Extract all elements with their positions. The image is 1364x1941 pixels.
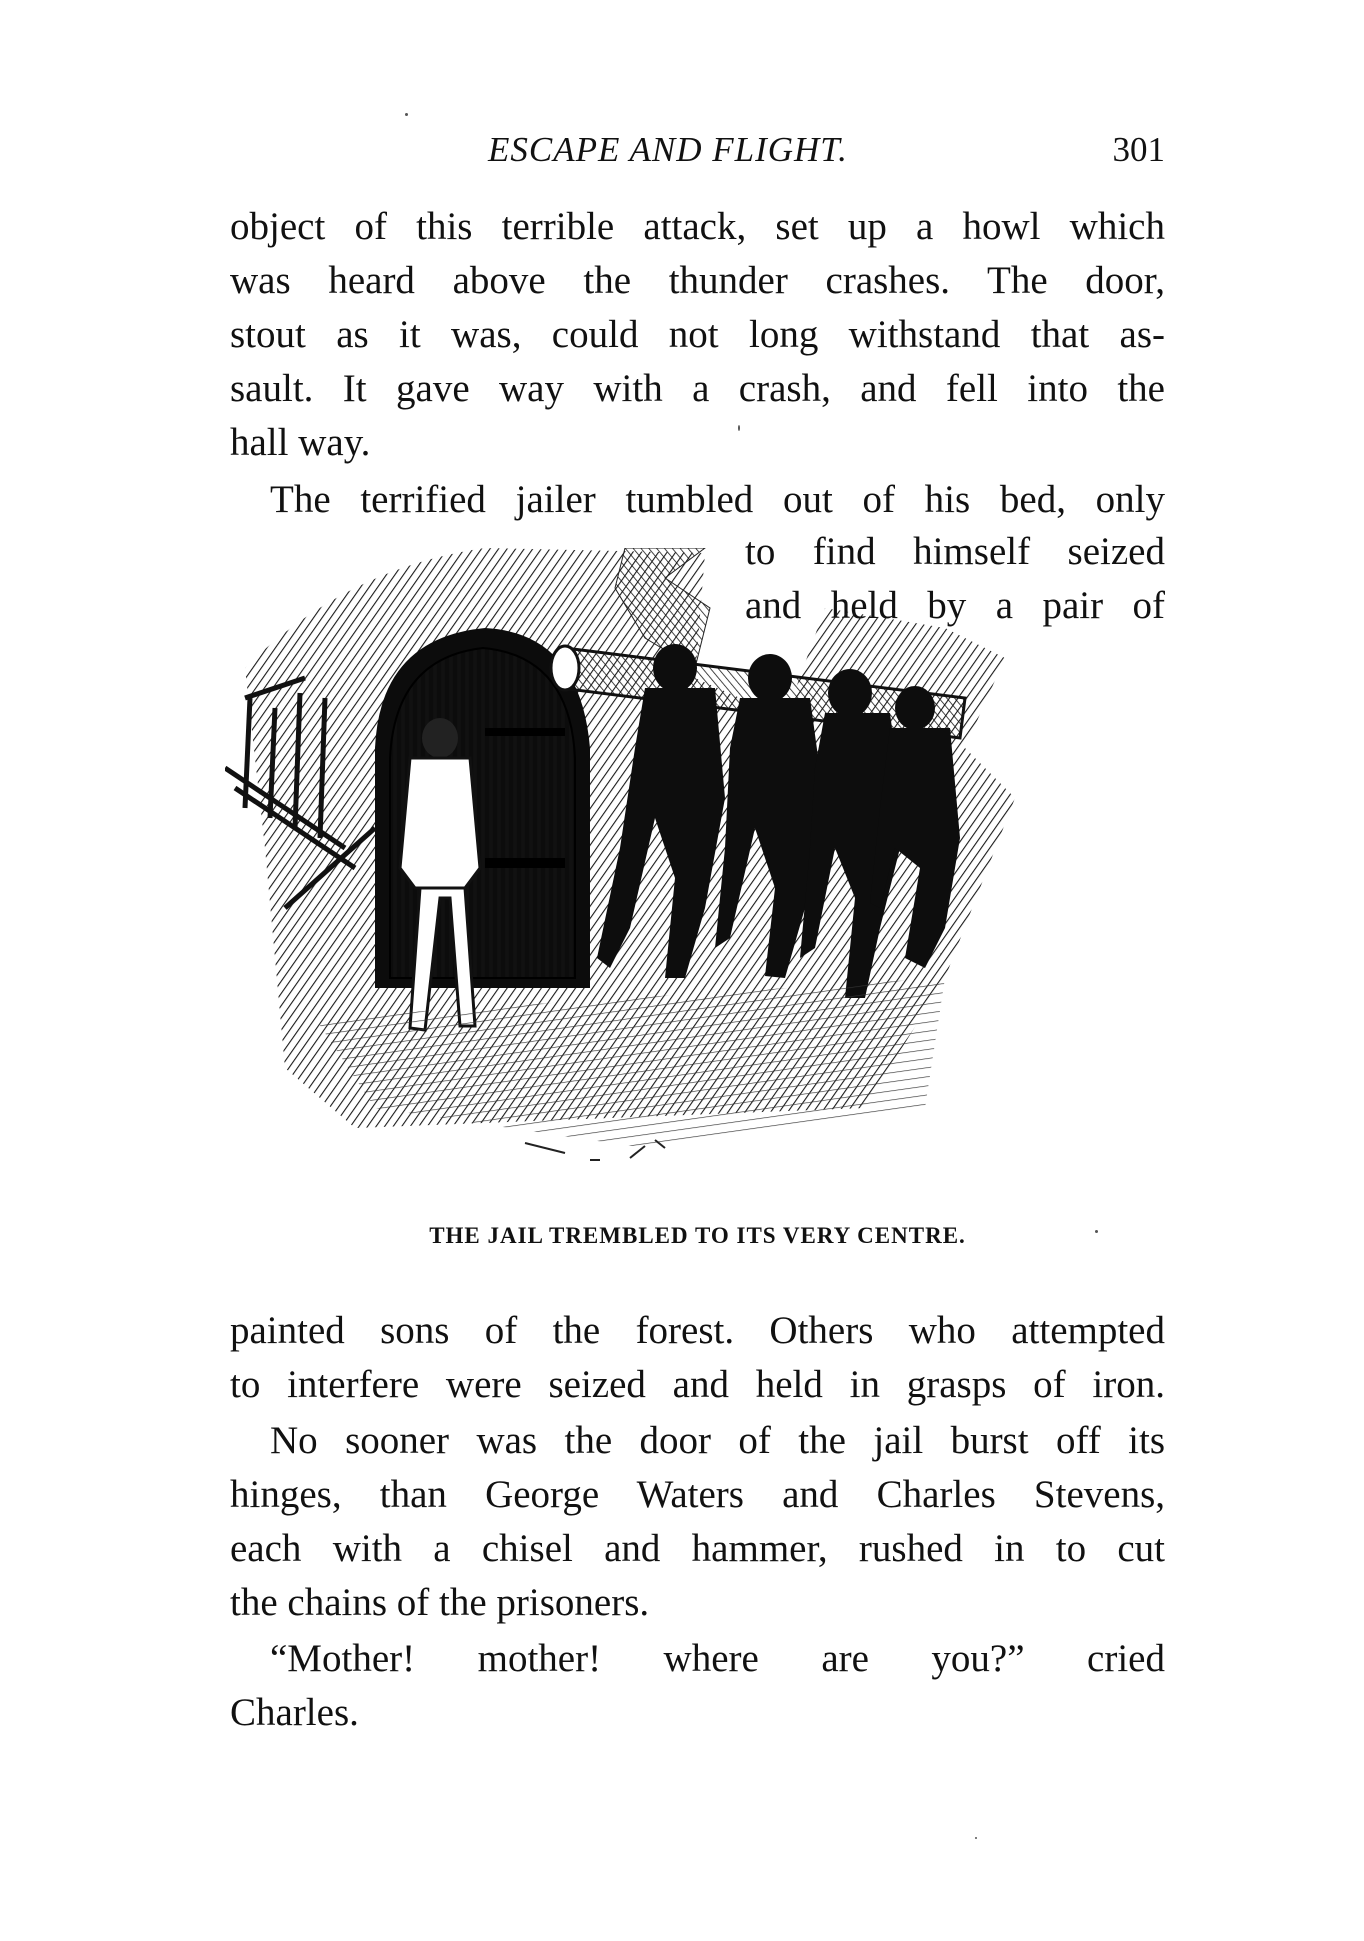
print-speck (405, 113, 408, 116)
page-number: 301 (1112, 130, 1165, 169)
jailer-head (422, 718, 458, 758)
text-line: object of this terrible attack, set up a howl which (230, 205, 1165, 248)
text-line: each with a chisel and hammer, rushed in to cut (230, 1527, 1165, 1570)
text-line: “Mother! mother! where are you?” cried (270, 1637, 1165, 1680)
text-line: hinges, than George Waters and Charles Stevens, (230, 1473, 1165, 1516)
running-head (230, 130, 1165, 180)
text-line: sault. It gave way with a crash, and fell into the (230, 367, 1165, 410)
text-line: was heard above the thunder crashes. The door, (230, 259, 1165, 302)
text-line: Charles. (230, 1691, 359, 1734)
door-hinge (485, 858, 565, 868)
log-end (551, 646, 579, 690)
print-speck (738, 425, 740, 431)
text-line: to interfere were seized and held in grasps of iron. (230, 1363, 1165, 1406)
jail-door-illustration (225, 548, 1165, 1218)
print-speck (975, 1837, 977, 1839)
text-line: and held by a pair of (745, 584, 1165, 627)
jailer-body (400, 758, 480, 888)
door-hinge (485, 728, 565, 736)
print-speck (1095, 1230, 1098, 1233)
text-line: hall way. (230, 421, 371, 464)
illustration-caption: THE JAIL TREMBLED TO ITS VERY CENTRE. (429, 1223, 966, 1248)
text-line: the chains of the prisoners. (230, 1581, 650, 1624)
text-line: painted sons of the forest. Others who attempted (230, 1309, 1165, 1352)
text-line: stout as it was, could not long withstand that as- (230, 313, 1165, 356)
text-line: to find himself seized (745, 530, 1165, 573)
running-title: ESCAPE AND FLIGHT. (488, 130, 848, 169)
text-line: No sooner was the door of the jail burst off its (270, 1419, 1165, 1462)
text-line: The terrified jailer tumbled out of his bed, only (270, 478, 1165, 521)
